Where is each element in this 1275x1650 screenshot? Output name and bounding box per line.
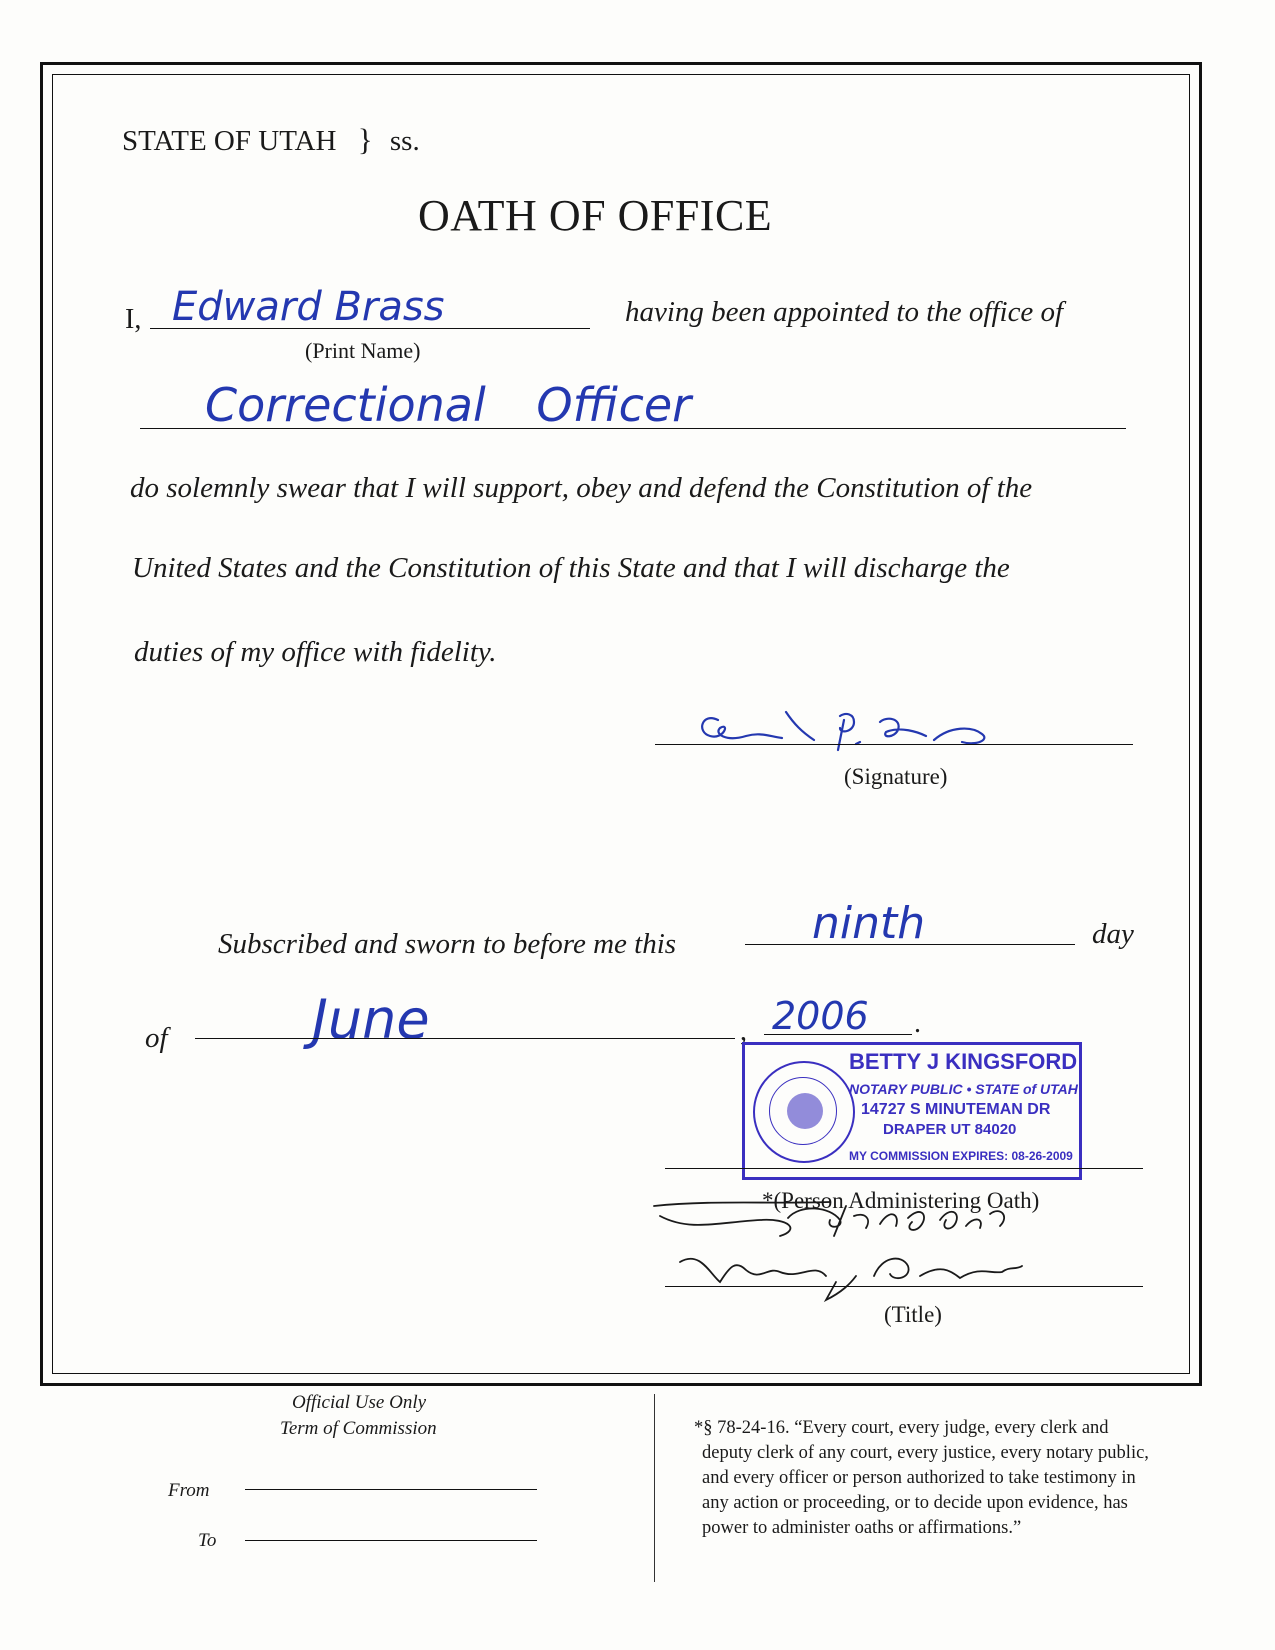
official-use-heading: Official Use Only	[292, 1392, 427, 1413]
statute-line-1: *§ 78-24-16. “Every court, every judge, every clerk and	[694, 1418, 1109, 1438]
notary-stamp	[742, 1042, 1082, 1180]
administrator-signature	[650, 1196, 1080, 1306]
month-line	[195, 1038, 735, 1039]
oath-body-line-2: United States and the Constitution of this State and that I will discharge the	[132, 552, 1010, 584]
statute-note	[694, 1416, 1149, 1541]
document-title: OATH OF OFFICE	[418, 191, 773, 240]
name-value: Edward Brass	[172, 284, 445, 330]
ss-label: ss.	[389, 125, 420, 157]
brace: }	[357, 122, 373, 157]
oath-signature	[690, 702, 1090, 758]
footer-divider	[654, 1394, 655, 1582]
term-of-commission-heading: Term of Commission	[280, 1418, 437, 1439]
statute-line-5: power to administer oaths or affirmations.”	[702, 1518, 1022, 1538]
to-label: To	[198, 1530, 217, 1551]
oath-body-line-3: duties of my office with fidelity.	[134, 636, 497, 668]
state-seal-icon	[753, 1061, 855, 1163]
statute-line-4: any action or proceeding, or to decide upon evidence, has	[702, 1493, 1128, 1513]
administrator-line	[665, 1168, 1143, 1169]
stamp-line-2: NOTARY PUBLIC • STATE of UTAH	[849, 1081, 1078, 1097]
statute-line-2: deputy clerk of any court, every justice, every notary public,	[702, 1443, 1149, 1463]
lead-i: I,	[125, 304, 142, 335]
stamp-line-4: DRAPER UT 84020	[883, 1121, 1017, 1138]
of-label: of	[145, 1022, 168, 1054]
oath-body-line-1: do solemnly swear that I will support, obey and defend the Constitution of the	[130, 472, 1033, 504]
day-label: day	[1092, 918, 1134, 950]
year-line	[764, 1034, 912, 1035]
month-value: June	[312, 988, 430, 1051]
stamp-name: BETTY J KINGSFORD	[849, 1049, 1078, 1074]
year-value: 2006	[772, 994, 869, 1038]
signature-caption: (Signature)	[844, 764, 948, 789]
day-value: ninth	[812, 898, 926, 949]
office-value: Correctional Officer	[205, 378, 692, 432]
title-line	[665, 1286, 1143, 1287]
state-heading	[122, 122, 420, 158]
subscribed-text: Subscribed and sworn to before me this	[218, 928, 677, 960]
statute-line-3: and every officer or person authorized to take testimony in	[702, 1468, 1136, 1488]
name-caption: (Print Name)	[305, 338, 421, 363]
name-line	[150, 328, 590, 329]
state-name: STATE OF UTAH	[122, 125, 337, 157]
title-caption: (Title)	[884, 1302, 942, 1327]
administrator-caption: *(Person Administering Oath)	[762, 1188, 1040, 1213]
office-line	[140, 428, 1126, 429]
year-period: .	[914, 1008, 921, 1039]
stamp-line-5: MY COMMISSION EXPIRES: 08-26-2009	[849, 1149, 1073, 1163]
to-line	[245, 1540, 537, 1541]
from-label: From	[168, 1480, 210, 1501]
stamp-line-3: 14727 S MINUTEMAN DR	[861, 1101, 1051, 1118]
signature-line	[655, 744, 1133, 745]
year-comma: ,	[740, 1016, 747, 1047]
day-line	[745, 944, 1075, 945]
from-line	[245, 1489, 537, 1490]
appointed-text: having been appointed to the office of	[625, 296, 1064, 328]
